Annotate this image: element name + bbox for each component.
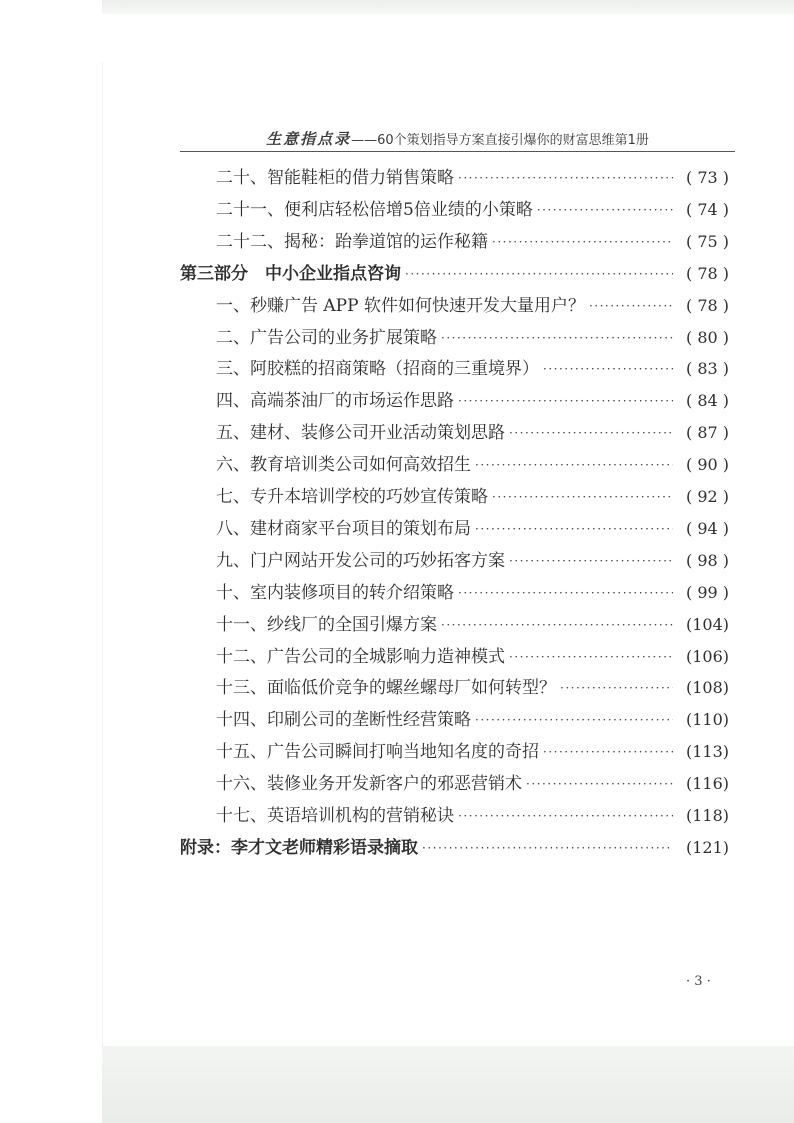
toc-entry-page: (104) xyxy=(685,614,729,634)
scan-left-margin xyxy=(0,0,102,1123)
toc-entry xyxy=(216,577,729,609)
page-number: · 3 · xyxy=(686,974,711,989)
toc-entry-page: (113) xyxy=(685,742,729,762)
toc-dot-leader xyxy=(526,768,673,800)
toc-entry-title: 十六、装修业务开发新客户的邪恶营销术 xyxy=(216,774,522,795)
toc-entry xyxy=(216,353,729,385)
toc-entry-title: 第三部分 中小企业指点咨询 xyxy=(180,263,401,284)
toc-dot-leader xyxy=(441,322,673,354)
header-subtitle: 60个策划指导方案直接引爆你的财富思维第1册 xyxy=(377,133,649,148)
toc-dot-leader xyxy=(422,832,673,864)
toc-dot-leader xyxy=(543,353,673,385)
toc-entry-title: 十四、印刷公司的垄断性经营策略 xyxy=(216,710,471,731)
toc-entry-title: 十七、英语培训机构的营销秘诀 xyxy=(216,806,454,826)
toc-entry-title: 一、秒赚广告 APP 软件如何快速开发大量用户？ xyxy=(216,295,585,316)
header-dash: —— xyxy=(351,133,378,148)
toc-entry-title: 二十二、揭秘：跆拳道馆的运作秘籍 xyxy=(216,231,488,252)
toc-entry xyxy=(216,513,729,545)
toc-entry xyxy=(216,641,729,673)
toc-entry-title: 三、阿胶糕的招商策略（招商的三重境界） xyxy=(216,359,539,380)
toc-dot-leader xyxy=(589,290,673,322)
toc-dot-leader xyxy=(475,513,673,545)
toc-entry-page: ( 75 ) xyxy=(685,231,729,251)
toc-entry-page: (118) xyxy=(685,806,729,825)
toc-dot-leader xyxy=(537,194,673,226)
toc-dot-leader xyxy=(560,672,673,704)
toc-entry-title: 八、建材商家平台项目的策划布局 xyxy=(216,518,471,539)
header-rule xyxy=(180,151,735,152)
toc-entry-page: (116) xyxy=(685,774,729,794)
toc-entry xyxy=(216,800,729,832)
toc-entry-title: 二十、智能鞋柜的借力销售策略 xyxy=(216,168,454,188)
toc-entry xyxy=(216,385,729,417)
toc-dot-leader xyxy=(543,736,673,768)
toc-entry-page: (121) xyxy=(685,837,729,857)
toc-entry-title: 七、专升本培训学校的巧妙宣传策略 xyxy=(216,487,488,507)
toc-entry xyxy=(216,672,729,704)
toc-entry-page: (108) xyxy=(685,678,729,698)
toc-entry-page: ( 90 ) xyxy=(685,455,729,475)
toc-entry xyxy=(216,481,729,513)
toc-entry-title: 附录：李才文老师精彩语录摘取 xyxy=(180,837,418,858)
toc-dot-leader xyxy=(509,641,673,673)
toc-entry-page: ( 73 ) xyxy=(685,168,729,187)
toc-entry-title: 二、广告公司的业务扩展策略 xyxy=(216,327,437,348)
toc-entry-page: ( 87 ) xyxy=(685,423,729,443)
scan-edge-line xyxy=(102,62,103,1046)
toc-dot-leader xyxy=(458,577,673,609)
toc-entry xyxy=(216,736,729,768)
toc-dot-leader xyxy=(492,226,673,258)
toc-dot-leader xyxy=(509,545,673,577)
toc-entry xyxy=(216,162,729,194)
toc-entry-page: ( 78 ) xyxy=(685,263,729,283)
toc-entry-page: ( 84 ) xyxy=(685,391,729,411)
toc-entry-title: 十五、广告公司瞬间打响当地知名度的奇招 xyxy=(216,742,539,763)
running-header xyxy=(180,128,735,150)
toc-entry xyxy=(216,768,729,800)
toc-entry-title: 十二、广告公司的全城影响力造神模式 xyxy=(216,646,505,667)
toc-entry xyxy=(216,194,729,226)
toc-entry-title: 十一、纱线厂的全国引爆方案 xyxy=(216,614,437,635)
toc-entry xyxy=(216,226,729,258)
toc-entry xyxy=(216,290,729,322)
toc-entry-page: ( 83 ) xyxy=(685,359,729,379)
toc-entry-title: 四、高端茶油厂的市场运作思路 xyxy=(216,391,454,412)
toc-entry-title: 六、教育培训类公司如何高效招生 xyxy=(216,455,471,476)
toc-dot-leader xyxy=(441,609,673,641)
toc-entry-page: ( 98 ) xyxy=(685,550,729,570)
toc-entry-title: 十三、面临低价竞争的螺丝螺母厂如何转型？ xyxy=(216,678,556,699)
toc-section-entry xyxy=(180,832,729,864)
toc-dot-leader xyxy=(475,449,673,481)
toc-entry-page: (106) xyxy=(685,646,729,666)
toc-dot-leader xyxy=(509,417,673,449)
scan-bottom-band xyxy=(102,1046,794,1123)
header-brand: 生意指点录 xyxy=(266,130,352,148)
toc-entry-page: ( 78 ) xyxy=(685,295,729,315)
toc-entry-title: 二十一、便利店轻松倍增5倍业绩的小策略 xyxy=(216,199,533,220)
toc-dot-leader xyxy=(458,162,673,194)
toc-section-entry xyxy=(180,258,729,290)
toc-entry xyxy=(216,322,729,354)
toc-dot-leader xyxy=(458,385,673,417)
scan-top-band xyxy=(102,0,794,14)
toc-dot-leader xyxy=(458,800,673,832)
toc-entry-title: 五、建材、装修公司开业活动策划思路 xyxy=(216,423,505,444)
toc-entry-page: ( 80 ) xyxy=(685,327,729,347)
toc-dot-leader xyxy=(492,481,673,513)
toc-entry-title: 九、门户网站开发公司的巧妙拓客方案 xyxy=(216,550,505,571)
toc-entry xyxy=(216,545,729,577)
toc-entry xyxy=(216,417,729,449)
toc-entry-page: ( 92 ) xyxy=(685,487,729,506)
toc-entry-page: ( 94 ) xyxy=(685,518,729,538)
toc-entry xyxy=(216,449,729,481)
toc-dot-leader xyxy=(475,704,673,736)
toc-entry xyxy=(216,609,729,641)
toc-dot-leader xyxy=(405,258,673,290)
toc-entry-page: ( 74 ) xyxy=(685,199,729,219)
toc-entry xyxy=(216,704,729,736)
toc-entry-title: 十、室内装修项目的转介绍策略 xyxy=(216,582,454,603)
toc-entry-page: (110) xyxy=(685,710,729,730)
toc-entry-page: ( 99 ) xyxy=(685,582,729,602)
